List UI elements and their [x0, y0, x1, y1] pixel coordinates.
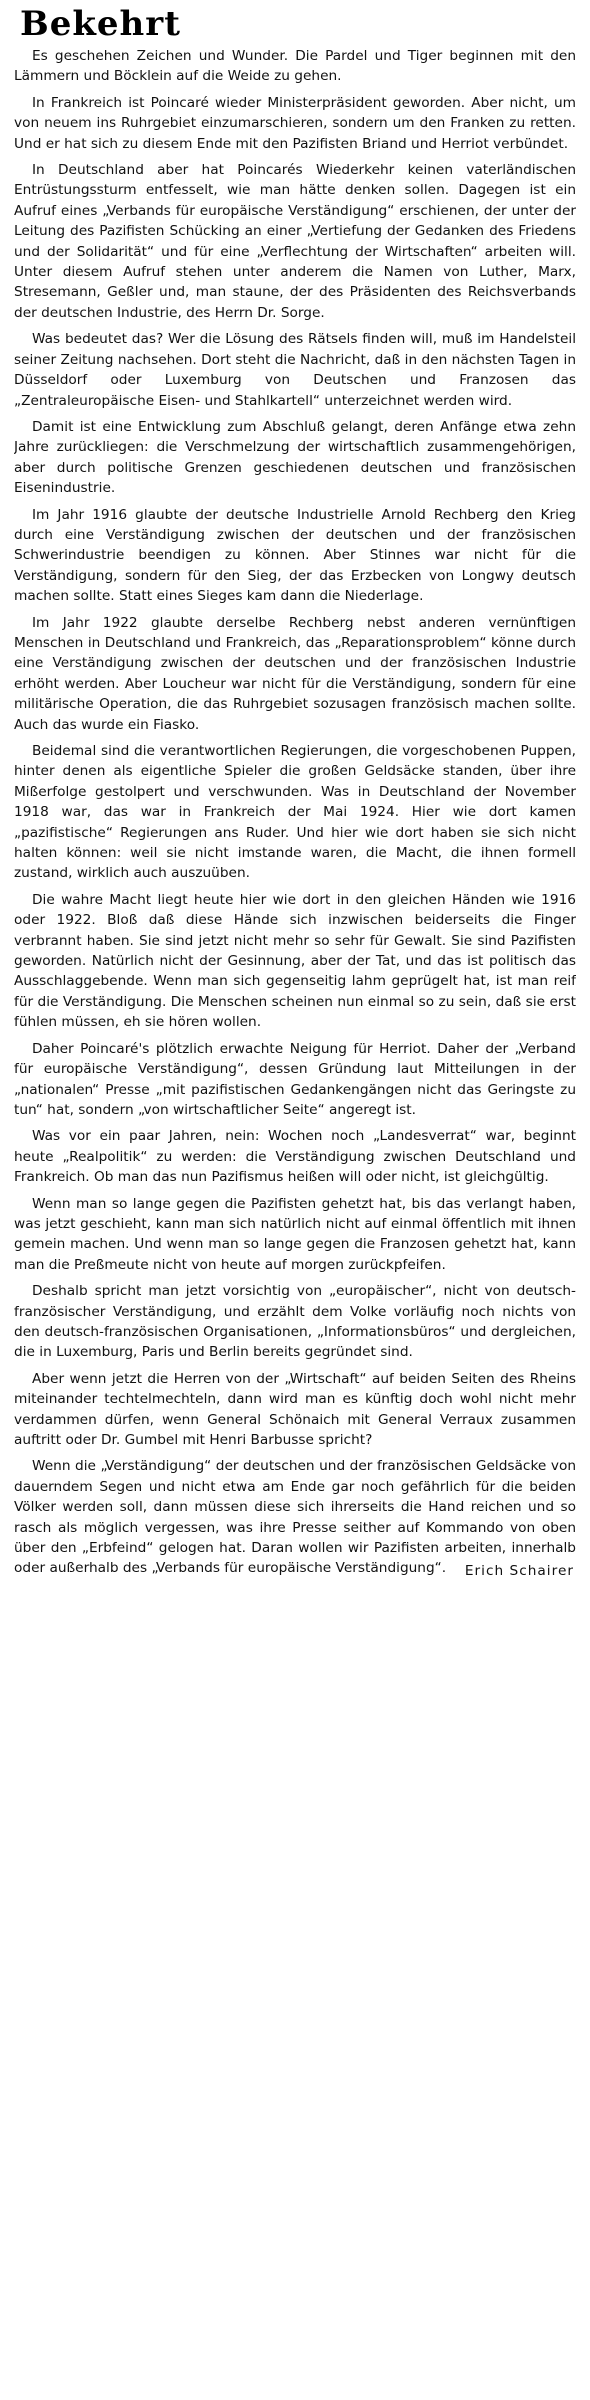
paragraph-9: Die wahre Macht liegt heute hier wie dort in den gleichen Händen wie 1916 oder 1922. Bloß daß diese Hände sich inzwischen beiderseits die Finger verbrannt haben. Sie sind jetzt nicht mehr so sehr für Gewalt. Sie sind Pazifisten geworden. Natürlich nicht der Gesinnung, aber der Tat, und das ist politisch das Ausschlaggebende. Wenn man sich gegenseitig lahm geprügelt hat, ist man reif für die Verständigung. Die Menschen scheinen nun einmal so zu sein, daß sie erst fühlen müssen, eh sie hören wollen. — [14, 891, 576, 1031]
paragraph-10: Daher Poincaré's plötzlich erwachte Neigung für Herriot. Daher der „Verband für europäische Verständigung“, dessen Gründung laut Mitteilungen in der „nationalen“ Presse „mit pazifistischen Gedankengängen nicht das Geringste zu tun“ hat, sondern „von wirtschaftlicher Seite“ angeregt ist. — [14, 1040, 576, 1118]
paragraph-8: Beidemal sind die verantwortlichen Regierungen, die vorgeschobenen Puppen, hinter denen als eigentliche Spieler die großen Geldsäcke standen, über ihre Mißerfolge gestolpert und verschwunden. Was in Deutschland der November 1918 war, das war in Frankreich der Mai 1924. Hier wie dort kamen „pazifistische“ Regierungen ans Ruder. Und hier wie dort haben sie sich nicht halten können: weil sie nicht imstande waren, die Macht, die ihnen formell zustand, wirklich auch auszuüben. — [14, 743, 576, 882]
paragraph-1: Es geschehen Zeichen und Wunder. Die Pardel und Tiger beginnen mit den Lämmern und Böcklein auf die Weide zu gehen. — [14, 48, 576, 85]
article-body — [14, 46, 576, 1581]
paragraph-6: Im Jahr 1916 glaubte der deutsche Industrielle Arnold Rechberg den Krieg durch eine Verständigung zwischen der deutschen und der französischen Schwerindustrie beendigen zu können. Aber Stinnes war nicht für die Verständigung, sondern für den Sieg, der das Erzbecken von Longwy deutsch machen sollte. Statt eines Sieges kam dann die Niederlage. — [14, 506, 576, 605]
paragraph-4: Was bedeutet das? Wer die Lösung des Rätsels finden will, muß im Handelsteil seiner Zeitung nachsehen. Dort steht die Nachricht, daß in den nächsten Tagen in Düsseldorf oder Luxemburg von Deutschen und Franzosen das „Zentraleuropäische Eisen- und Stahlkartell“ unterzeichnet werden wird. — [14, 331, 576, 409]
paragraph-7: Im Jahr 1922 glaubte derselbe Rechberg nebst anderen vernünftigen Menschen in Deutschland und Frankreich, das „Reparationsproblem“ könne durch eine Verständigung zwischen der deutschen und der französischen Industrie erhöht werden. Aber Loucheur war nicht für die Verständigung, sondern für eine militärische Operation, die das Ruhrgebiet sozusagen französisch machen sollte. Auch das wurde ein Fiasko. — [14, 614, 576, 733]
paragraph-15: Wenn die „Verständigung“ der deutschen und der französischen Geldsäcke von dauerndem Segen und nicht etwa am Ende gar noch gefährlich für die beiden Völker werden soll, dann müssen diese sich ihrerseits die Hand reichen und so rasch als möglich vergessen, was ihre Presse seither auf Kommando von oben über den „Erbfeind“ gelogen hat. Daran wollen wir Pazifisten arbeiten, innerhalb oder außerhalb des „Verbands für europäische Verständigung“. — [14, 1458, 576, 1577]
paragraph-11: Was vor ein paar Jahren, nein: Wochen noch „Landesverrat“ war, beginnt heute „Realpolitik“ zu werden: die Verständigung zwischen Deutschland und Frankreich. Ob man das nun Pazifismus heißen will oder nicht, ist gleichgültig. — [14, 1128, 576, 1186]
paragraph-2: In Frankreich ist Poincaré wieder Ministerpräsident geworden. Aber nicht, um von neuem ins Ruhrgebiet einzumarschieren, sondern um den Franken zu retten. Und er hat sich zu diesem Ende mit den Pazifisten Briand und Herriot verbündet. — [14, 94, 576, 152]
paragraph-5: Damit ist eine Entwicklung zum Abschluß gelangt, deren Anfänge etwa zehn Jahre zurückliegen: die Verschmelzung der wirtschaftlich zusammengehörigen, aber durch politische Grenzen geschiedenen deutschen und französischen Eisenindustrie. — [14, 418, 576, 497]
paragraph-3: In Deutschland aber hat Poincarés Wiederkehr keinen vaterländischen Entrüstungssturm entfesselt, wie man hätte denken sollen. Dagegen ist ein Aufruf eines „Verbands für europäische Verständigung“ erschienen, der unter der Leitung des Pazifisten Schücking an einer „Vertiefung der Gedanken des Friedens und der Solidarität“ und für eine „Verflechtung der Wirtschaften“ arbeiten will. Unter diesem Aufruf stehen unter anderem die Namen von Luther, Marx, Stresemann, Geßler und, man staune, der des Präsidenten des Reichsverbands der deutschen Industrie, des Herrn Dr. Sorge. — [14, 162, 576, 321]
newspaper-page — [14, 0, 576, 2400]
author-signature: Erich Schairer — [464, 1562, 574, 1579]
paragraph-13: Deshalb spricht man jetzt vorsichtig von „europäischer“, nicht von deutsch-französischer Verständigung, und erzählt dem Volke vorläufig noch nichts von den deutsch-französischen Organisationen, „Informationsbüros“ und dergleichen, die in Luxemburg, Paris und Berlin bereits gegründet sind. — [14, 1283, 576, 1361]
paragraph-14: Aber wenn jetzt die Herren von der „Wirtschaft“ auf beiden Seiten des Rheins miteinander techtelmechteln, dann wird man es künftig doch wohl nicht mehr verdammen dürfen, wenn General Schönaich mit General Verraux zusammen auftritt oder Dr. Gumbel mit Henri Barbusse spricht? — [14, 1370, 576, 1448]
article-headline: Bekehrt — [20, 4, 181, 44]
paragraph-12: Wenn man so lange gegen die Pazifisten gehetzt hat, bis das verlangt haben, was jetzt geschieht, kann man sich natürlich nicht auf einmal öffentlich mit ihnen gemein machen. Und wenn man so lange gegen die Franzosen gehetzt hat, kann man die Preßmeute nicht von heute auf morgen zurückpfeifen. — [14, 1195, 576, 1273]
